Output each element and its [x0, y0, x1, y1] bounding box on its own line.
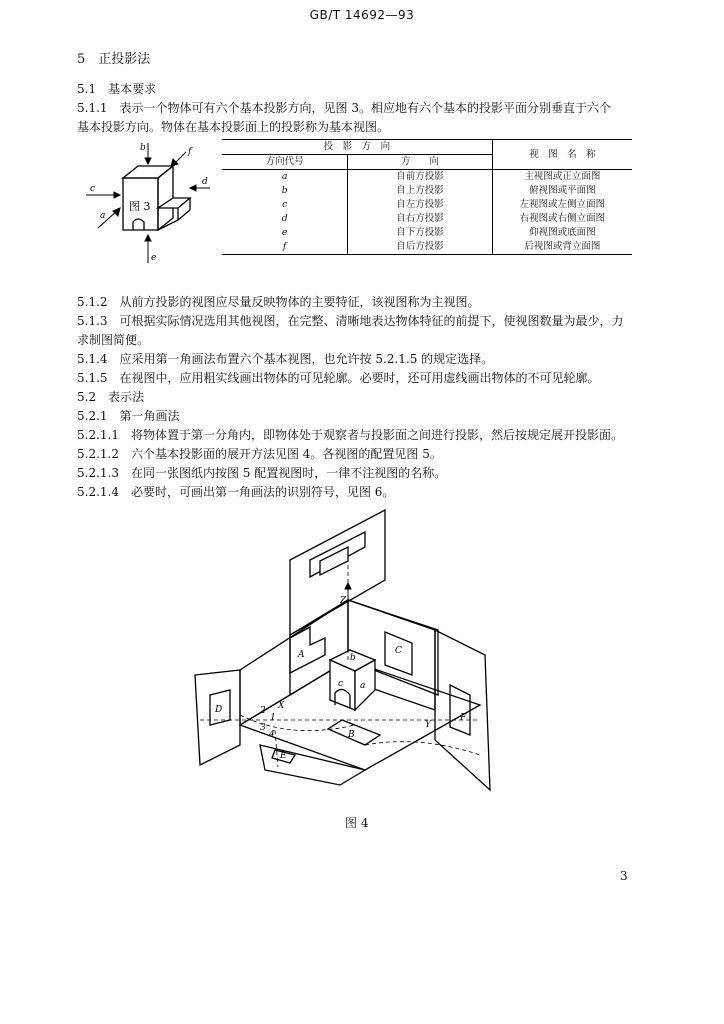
table-cell: 自右方投影 — [348, 212, 492, 226]
label-B: B — [348, 730, 355, 740]
projection-table — [222, 139, 632, 255]
paragraph: 5.2.1.3 在同一张图纸内按图 5 配置视图时，一律不注视图的名称。 — [77, 466, 447, 480]
label-1: 1 — [270, 713, 276, 723]
page-header: GB/T 14692—93 — [309, 8, 415, 22]
table-header-group: 投 影 方 向 — [222, 140, 492, 155]
label-D: D — [215, 705, 223, 715]
subsection-heading: 5.2.1 第一角画法 — [77, 409, 180, 423]
table-cell: 自下方投影 — [348, 226, 492, 240]
table-cell: e — [222, 226, 348, 240]
label-Y: Y — [425, 720, 431, 730]
figure-4 — [180, 505, 510, 795]
table-cell: 左视图或左侧立面图 — [519, 199, 606, 210]
figure-4-caption: 图 4 — [345, 816, 369, 830]
table-cell: c — [222, 198, 348, 212]
table-cell: 仰视图或底面图 — [529, 227, 596, 238]
label-c: c — [90, 184, 96, 194]
table-cell: 自后方投影 — [348, 240, 492, 255]
subsection-heading: 5.2 表示法 — [77, 390, 145, 404]
table-cell: 右视图或右侧立面图 — [519, 213, 606, 224]
table-cell: 俯视图或平面图 — [529, 185, 596, 196]
table-cell: f — [222, 240, 348, 255]
subsection-heading: 5.1 基本要求 — [77, 82, 157, 96]
paragraph: 基本投影方向。物体在基本投影面上的投影称为基本视图。 — [77, 120, 390, 134]
label-3: 3 — [260, 723, 266, 733]
label-E: E — [280, 751, 287, 761]
table-cell: 自上方投影 — [348, 184, 492, 198]
page-number: 3 — [620, 869, 628, 883]
label-4: 4 — [269, 730, 275, 740]
paragraph: 5.1.2 从前方投影的视图应尽量反映物体的主要特征，该视图称为主视图。 — [77, 295, 480, 309]
table-cell: b — [222, 184, 348, 198]
table-header-code: 方向代号 — [222, 155, 348, 170]
label-A: A — [298, 650, 305, 660]
paragraph: 5.1.1 表示一个物体可有六个基本投影方向，见图 3。相应地有六个基本的投影平面分别垂直于六个 — [77, 101, 611, 115]
table-cell: 主视图或正立面图 — [524, 171, 601, 182]
figure-3-label: 图 3 — [129, 200, 151, 213]
label-b: b — [140, 143, 146, 153]
label-b: b — [350, 653, 356, 663]
paragraph: 5.1.4 应采用第一角画法布置六个基本视图，也允许按 5.2.1.5 的规定选择。 — [77, 352, 494, 366]
table-cell: 后视图或背立面图 — [492, 240, 632, 255]
paragraph: 5.2.1.2 六个基本投影面的展开方法见图 4。各视图的配置见图 5。 — [77, 447, 442, 461]
table-header-view: 视 图 名 称 — [492, 140, 632, 170]
label-c: c — [338, 679, 344, 689]
table-cell: 自左方投影 — [348, 198, 492, 212]
label-e: e — [151, 253, 157, 263]
table-header-dir: 方 向 — [348, 155, 492, 170]
table-cell: 自前方投影 — [348, 170, 492, 185]
section-heading: 5 正投影法 — [77, 52, 151, 67]
paragraph: 5.2.1.4 必要时，可画出第一角画法的识别符号，见图 6。 — [77, 485, 395, 499]
paragraph: 5.1.3 可根据实际情况选用其他视图，在完整、清晰地表达物体特征的前提下，使视图数量为最少，力 — [77, 314, 624, 328]
label-a: a — [360, 681, 366, 691]
figure-3 — [78, 138, 218, 268]
label-f: f — [188, 147, 192, 157]
label-2: 2 — [260, 706, 266, 716]
label-d: d — [202, 177, 208, 187]
paragraph: 求制图简便。 — [77, 333, 150, 347]
label-a: a — [100, 211, 106, 221]
paragraph: 5.2.1.1 将物体置于第一分角内，即物体处于观察者与投影面之间进行投影，然后按规定展开投影面。 — [77, 428, 623, 442]
paragraph: 5.1.5 在视图中，应用粗实线画出物体的可见轮廓。必要时，还可用虚线画出物体的不可见轮廓。 — [77, 371, 600, 385]
table-row — [222, 212, 632, 226]
label-F: F — [460, 713, 467, 723]
table-cell: d — [222, 212, 348, 226]
table-row — [222, 184, 632, 198]
table-row — [222, 170, 632, 185]
table-row — [222, 198, 632, 212]
table-row — [222, 226, 632, 240]
label-X: X — [278, 701, 285, 711]
label-C: C — [395, 646, 402, 656]
table-cell: a — [222, 170, 348, 185]
table-row — [222, 240, 632, 255]
label-Z: Z — [340, 596, 347, 606]
